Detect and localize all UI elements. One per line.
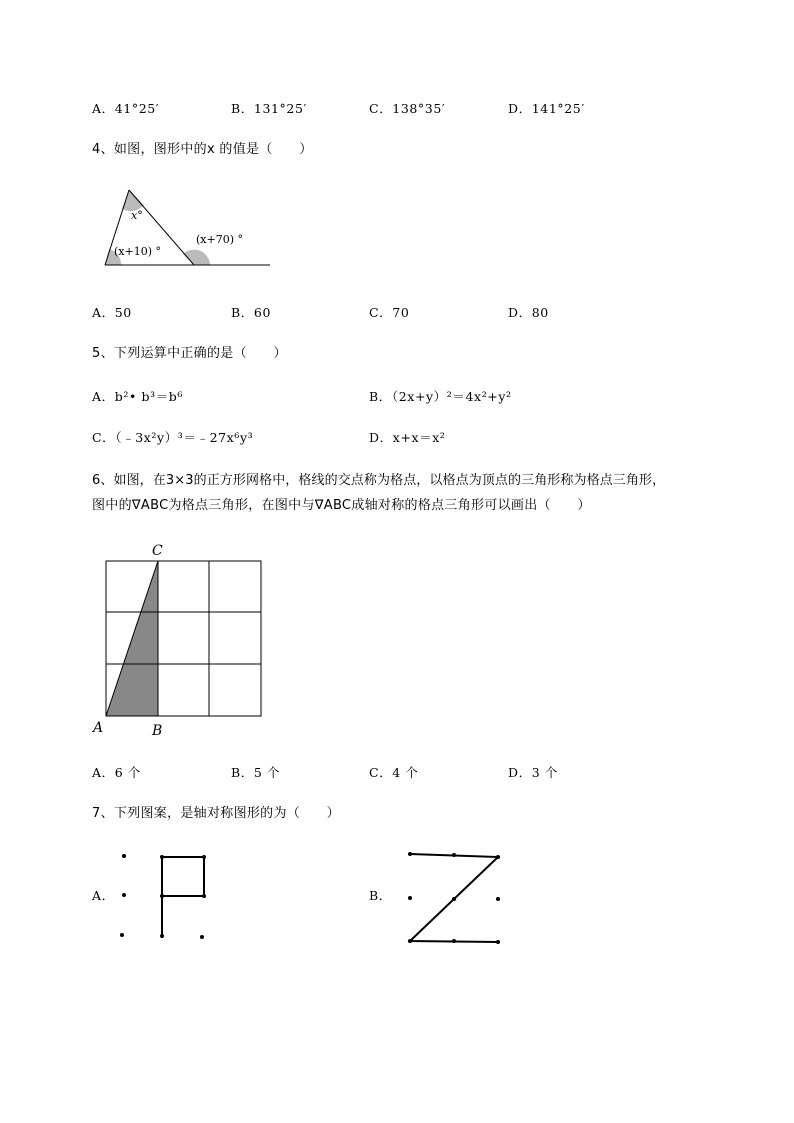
- q6-option-c: C．4 个: [369, 765, 419, 780]
- q6-option-a: A．6 个: [92, 765, 141, 780]
- q4-stem: 4、如图，图形中的x 的值是（ ）: [92, 142, 313, 157]
- q5-stem: 5、下列运算中正确的是（ ）: [92, 346, 287, 361]
- label-c: C: [152, 543, 163, 559]
- q7-figure-b-letter-z: [400, 845, 510, 955]
- label-exterior-angle: (x+70) °: [196, 233, 243, 246]
- q6-stem-line2: 图中的∇ABC为格点三角形，在图中与∇ABC成轴对称的格点三角形可以画出（ ）: [92, 498, 591, 513]
- q5-option-a: A．b²• b³＝b⁶: [92, 389, 184, 404]
- q4-option-a: A．50: [92, 305, 132, 320]
- q7-stem: 7、下列图案，是轴对称图形的为（ ）: [92, 806, 340, 821]
- q7-option-b-letter: B．: [369, 888, 392, 903]
- q7-figure-a-letter-p: [110, 848, 210, 948]
- q5-option-b: B．（2x+y）²＝4x²+y²: [369, 389, 512, 404]
- q6-option-d: D．3 个: [508, 765, 558, 780]
- q5-option-d: D．x+x＝x²: [369, 430, 446, 445]
- q4-triangle-figure: [100, 185, 275, 270]
- q7-option-a-letter: A．: [92, 888, 115, 903]
- q6-grid-figure: [90, 538, 275, 743]
- q3-option-c: C．138°35′: [369, 101, 446, 116]
- label-a: A: [93, 720, 104, 736]
- q6-stem-line1: 6、如图，在3×3的正方形网格中，格线的交点称为格点，以格点为顶点的三角形称为格点三角形，: [92, 473, 666, 488]
- q4-option-b: B．60: [231, 305, 271, 320]
- q3-option-b: B．131°25′: [231, 101, 307, 116]
- q3-option-d: D．141°25′: [508, 101, 585, 116]
- label-b: B: [152, 723, 163, 739]
- label-left-angle: (x+10) °: [114, 245, 161, 258]
- q3-option-a: A．41°25′: [92, 101, 160, 116]
- q5-option-c: C．（﹣3x²y）³＝﹣27x⁶y³: [92, 430, 254, 445]
- label-x-angle: x°: [131, 209, 143, 222]
- q6-option-b: B．5 个: [231, 765, 281, 780]
- q4-option-d: D．80: [508, 305, 549, 320]
- triangle-abc: [106, 561, 158, 716]
- q4-option-c: C．70: [369, 305, 410, 320]
